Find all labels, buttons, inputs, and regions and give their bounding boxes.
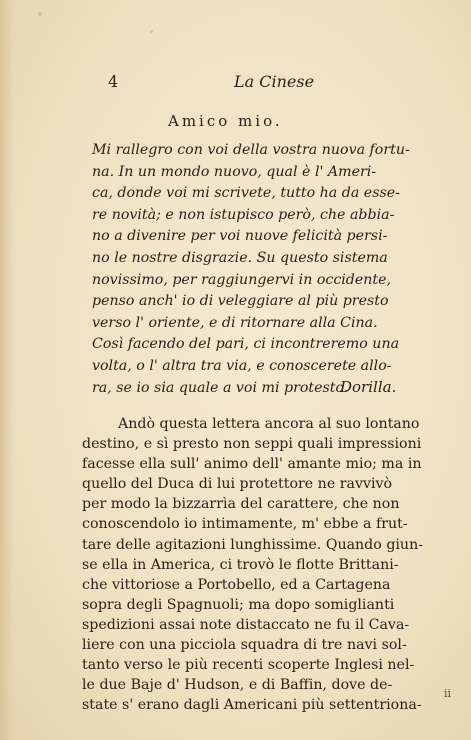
letter-line: Mi rallegro con voi della vostra nuova fortu- — [92, 142, 410, 158]
narrative-line: che vittoriose a Portobello, ed a Cartagena — [82, 576, 391, 593]
running-title: La Cinese — [234, 72, 315, 91]
letter-line: volta, o l' altra tra via, e conoscerete allo- — [92, 357, 392, 374]
narrative-line: quello del Duca di lui protettore ne ravvivò — [82, 476, 393, 493]
narrative-line: tanto verso le più recenti scoperte Inglesi nel- — [82, 657, 415, 674]
page-number: 4 — [108, 72, 119, 91]
letter-line: ra, se io sia quale a voi mi protesto. — [92, 379, 349, 396]
narrative-line: spedizioni assai note distaccato ne fu il Cava- — [82, 616, 410, 633]
narrative-line: se ella in America, ci trovò le flotte Brittani- — [82, 556, 399, 573]
letter-body — [92, 140, 450, 399]
letter-line: no a divenire per voi nuove felicità persi- — [92, 228, 388, 245]
letter-line: no le nostre disgrazie. Su questo sistema — [92, 249, 388, 266]
letter-line: verso l' oriente, e di ritornare alla Cina. — [92, 314, 378, 331]
narrative-line: le due Baje d' Hudson, e di Baffin, dove de- — [82, 677, 393, 694]
letter-line: ca, donde voi mi scrivete, tutto ha da esse- — [92, 185, 400, 202]
foxing-spot — [150, 30, 153, 33]
letter-line: Così facendo del pari, ci incontreremo una — [92, 336, 400, 353]
narrative-line: tare delle agitazioni lunghissime. Quando giun- — [82, 536, 424, 553]
letter-salutation: Amico mio. — [168, 112, 283, 130]
letter-line: novissimo, per raggiungervi in occidente, — [92, 271, 392, 288]
narrative-line: facesse ella sull' animo dell' amante mio; ma in — [82, 456, 422, 473]
narrative-line: Andò questa lettera ancora al suo lontano — [118, 416, 420, 432]
letter-signature: Dorilla. — [340, 378, 397, 396]
foxing-spot — [38, 12, 42, 16]
narrative-line: per modo la bizzarrìa del carattere, che non — [82, 496, 400, 513]
narrative-line: conoscendolo io intimamente, m' ebbe a frut- — [82, 516, 408, 533]
narrative-line: sopra degli Spagnuoli; ma dopo somiglianti — [82, 596, 395, 613]
letter-line: na. In un mondo nuovo, qual è l' Ameri- — [92, 163, 377, 180]
narrative-paragraph — [82, 414, 457, 715]
narrative-line: liere con una picciola squadra di tre navi sol- — [82, 637, 407, 654]
letter-line: penso anch' io di veleggiare al più presto — [92, 293, 389, 310]
signature-mark: ii — [443, 687, 451, 700]
letter-line: re novità; e non istupisco però, che abbia- — [92, 206, 395, 223]
narrative-line: state s' erano dagli Americani più settentriona- — [82, 697, 422, 714]
narrative-line: destino, e sì presto non seppi quali impressioni — [82, 436, 422, 453]
